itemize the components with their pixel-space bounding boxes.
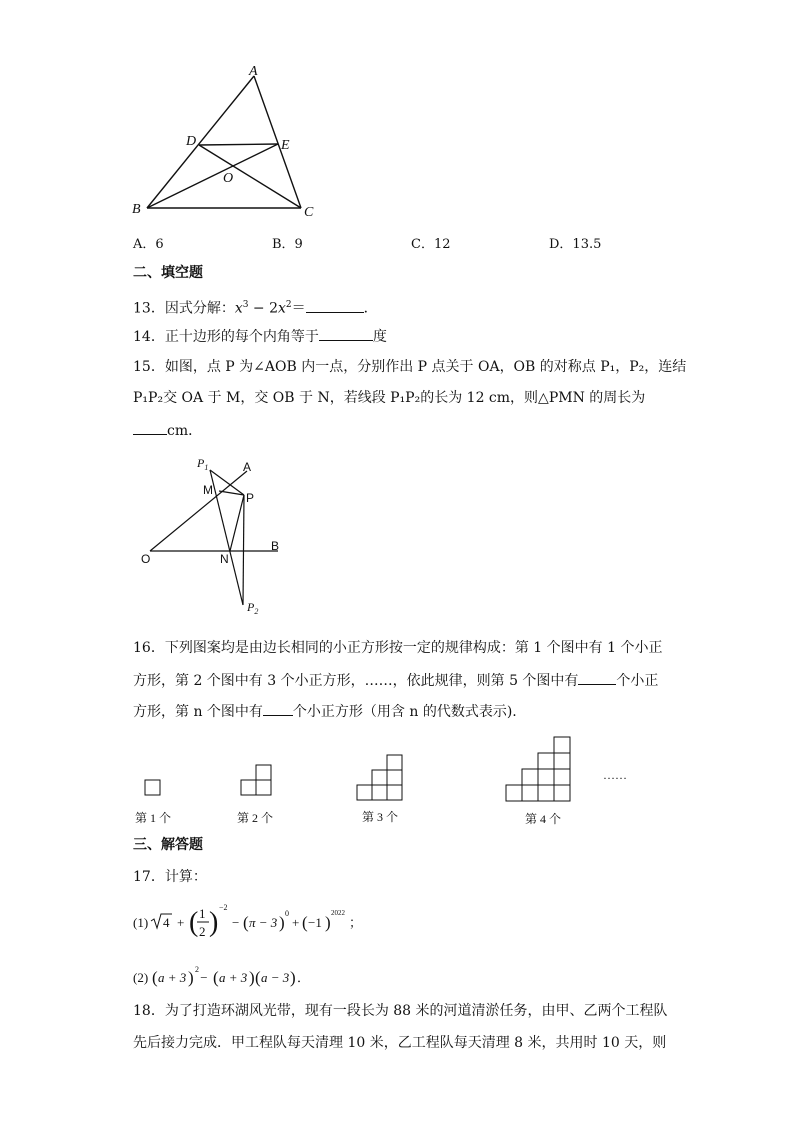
label-N: N: [220, 552, 229, 566]
choice-c: C．12: [411, 237, 451, 252]
segment-PP2: [243, 495, 244, 605]
question-15-line-2: [133, 388, 645, 408]
square-patterns-figure: [125, 735, 655, 833]
q17-number: 17．: [133, 869, 165, 885]
section-fill-in-blank: 二、填空题: [133, 265, 203, 281]
plus-sign-2: +: [292, 915, 300, 930]
label-M: M: [203, 483, 213, 497]
q17-part2-end: ．: [297, 970, 311, 985]
pattern-1-square: [145, 780, 160, 795]
angle-figure: [135, 453, 295, 623]
paren-open-b: (: [213, 968, 219, 987]
q14-number: 14．: [133, 329, 165, 345]
q14-unit: 度: [372, 329, 387, 345]
q15-unit: cm．: [167, 423, 203, 439]
section-solution: 三、解答题: [133, 837, 203, 853]
label-O: O: [223, 171, 234, 186]
label-D: D: [186, 134, 197, 149]
pattern-ellipsis: ……: [603, 768, 627, 782]
paren-open: (: [189, 907, 199, 938]
q17-part2-minus: −: [197, 970, 211, 985]
q17-part1-end: ；: [349, 915, 363, 930]
q16-text-1: 下列图案均是由边长相同的小正方形按一定的规律构成：第 1 个图中有 1 个小正: [164, 640, 663, 656]
question-18-line-1: [133, 1001, 668, 1021]
label-B: B: [132, 202, 141, 217]
question-17: [133, 867, 207, 887]
frac-den: 2: [199, 924, 206, 939]
q13-equals: ＝: [291, 300, 306, 317]
pi-term: π − 3: [249, 915, 278, 930]
segment-PN: [230, 495, 244, 551]
paren-open-a: (: [152, 968, 158, 987]
neg-one: −1: [308, 915, 322, 930]
caption-pattern-3: 第 3 个: [362, 810, 399, 824]
choice-a: A．6: [133, 237, 164, 252]
q13-end: ．: [363, 300, 378, 317]
caption-pattern-1: 第 1 个: [135, 811, 172, 825]
paren-close: ): [209, 907, 219, 938]
q16-answer-blank-1[interactable]: [578, 670, 616, 685]
q13-answer-blank[interactable]: [306, 298, 364, 313]
label-O: O: [141, 552, 151, 566]
sqrt-arg: 4: [163, 915, 170, 930]
minus-sign: −: [232, 915, 240, 930]
q13-exp-a: 3: [242, 300, 249, 310]
q15-text-1: 如图，点 P 为∠AOB 内一点，分别作出 P 点关于 OA，OB 的对称点 P₁，P₂，连结: [164, 359, 687, 375]
question-18-line-2: [133, 1033, 666, 1053]
segment-AC: [254, 76, 301, 208]
label-E: E: [281, 138, 290, 153]
paren-close-b: ): [249, 968, 255, 987]
q13-number: 13．: [133, 300, 165, 317]
caption-pattern-4: 第 4 个: [525, 812, 562, 826]
question-15-line-1: [133, 357, 686, 377]
pattern-4: [506, 737, 570, 801]
label-A: A: [243, 460, 252, 474]
q17-part2-label: (2): [133, 970, 149, 985]
segment-AB: [147, 76, 254, 208]
paren-close-2: ): [279, 913, 285, 932]
q16-text-3b: 个小正方形（用含 n 的代数式表示).: [292, 704, 517, 720]
q13-var-b: x: [278, 300, 286, 317]
label-P2: $P_2$: [247, 600, 259, 616]
q17-part1-formula: [133, 898, 363, 948]
q16-text-2a: 方形，第 2 个图中有 3 个小正方形，……，依此规律，则第 5 个图中有: [133, 673, 579, 689]
paren-close-3: ): [325, 913, 331, 932]
exp-2: 2: [195, 965, 199, 974]
choice-d: D．13.5: [549, 237, 602, 252]
segment-DE: [199, 144, 278, 145]
q16-text-3a: 方形，第 n 个图中有: [133, 704, 263, 720]
segment-DC: [199, 145, 301, 208]
caption-pattern-2: 第 2 个: [237, 811, 274, 825]
term-3: a − 3: [261, 970, 290, 985]
pattern-2: [241, 765, 271, 795]
q18-text-1: 为了打造环湖风光带，现有一段长为 88 米的河道清淤任务，由甲、乙两个工程队: [164, 1003, 668, 1019]
label-B: B: [271, 539, 280, 553]
paren-close-a: ): [188, 968, 194, 987]
choice-b: B．9: [272, 237, 303, 252]
q14-answer-blank[interactable]: [319, 326, 373, 341]
q13-text: 因式分解：: [164, 300, 235, 317]
q15-number: 15．: [133, 359, 165, 375]
q17-part1-label: (1): [133, 915, 149, 930]
label-P: P: [246, 491, 255, 505]
question-16-line-2: [133, 670, 658, 691]
question-15-line-3: [133, 420, 202, 441]
paren-open-2: (: [243, 913, 249, 932]
paren-open-c: (: [255, 968, 261, 987]
term-1: a + 3: [158, 970, 187, 985]
pattern-3: [357, 755, 402, 800]
q17-text: 计算：: [164, 869, 207, 885]
q18-number: 18．: [133, 1003, 165, 1019]
question-16-line-3: [133, 701, 517, 722]
q14-text: 正十边形的每个内角等于: [164, 329, 319, 345]
q13-minus: − 2: [248, 300, 279, 317]
frac-num: 1: [199, 906, 206, 921]
paren-close-c: ): [290, 968, 296, 987]
plus-sign: +: [177, 915, 185, 930]
question-13: [133, 295, 378, 319]
q16-answer-blank-2[interactable]: [263, 701, 293, 716]
question-14: [133, 326, 387, 347]
label-A: A: [249, 64, 258, 79]
q13-var-a: x: [234, 300, 243, 317]
q18-text-2: 先后接力完成．甲工程队每天清理 10 米，乙工程队每天清理 8 米，共用时 10 天，则: [133, 1035, 667, 1051]
q15-text-2: P₁P₂交 OA 于 M，交 OB 于 N，若线段 P₁P₂的长为 12 cm，则△PMN 的周长为: [133, 390, 646, 406]
paren-open-3: (: [302, 913, 308, 932]
label-P1: $P_1$: [197, 456, 209, 472]
question-16-line-1: [133, 638, 662, 658]
q13-exp-b: 2: [285, 300, 292, 310]
label-C: C: [304, 205, 314, 220]
exp-zero: 0: [285, 909, 289, 918]
exp-2022: 2022: [331, 909, 345, 917]
q15-answer-blank[interactable]: [133, 420, 167, 435]
term-2: a + 3: [219, 970, 248, 985]
q16-number: 16．: [133, 640, 165, 656]
q16-text-2b: 个小正: [616, 673, 659, 689]
q17-part2-formula: [133, 962, 313, 992]
triangle-figure: [128, 60, 328, 225]
exp-neg2: −2: [219, 903, 228, 912]
